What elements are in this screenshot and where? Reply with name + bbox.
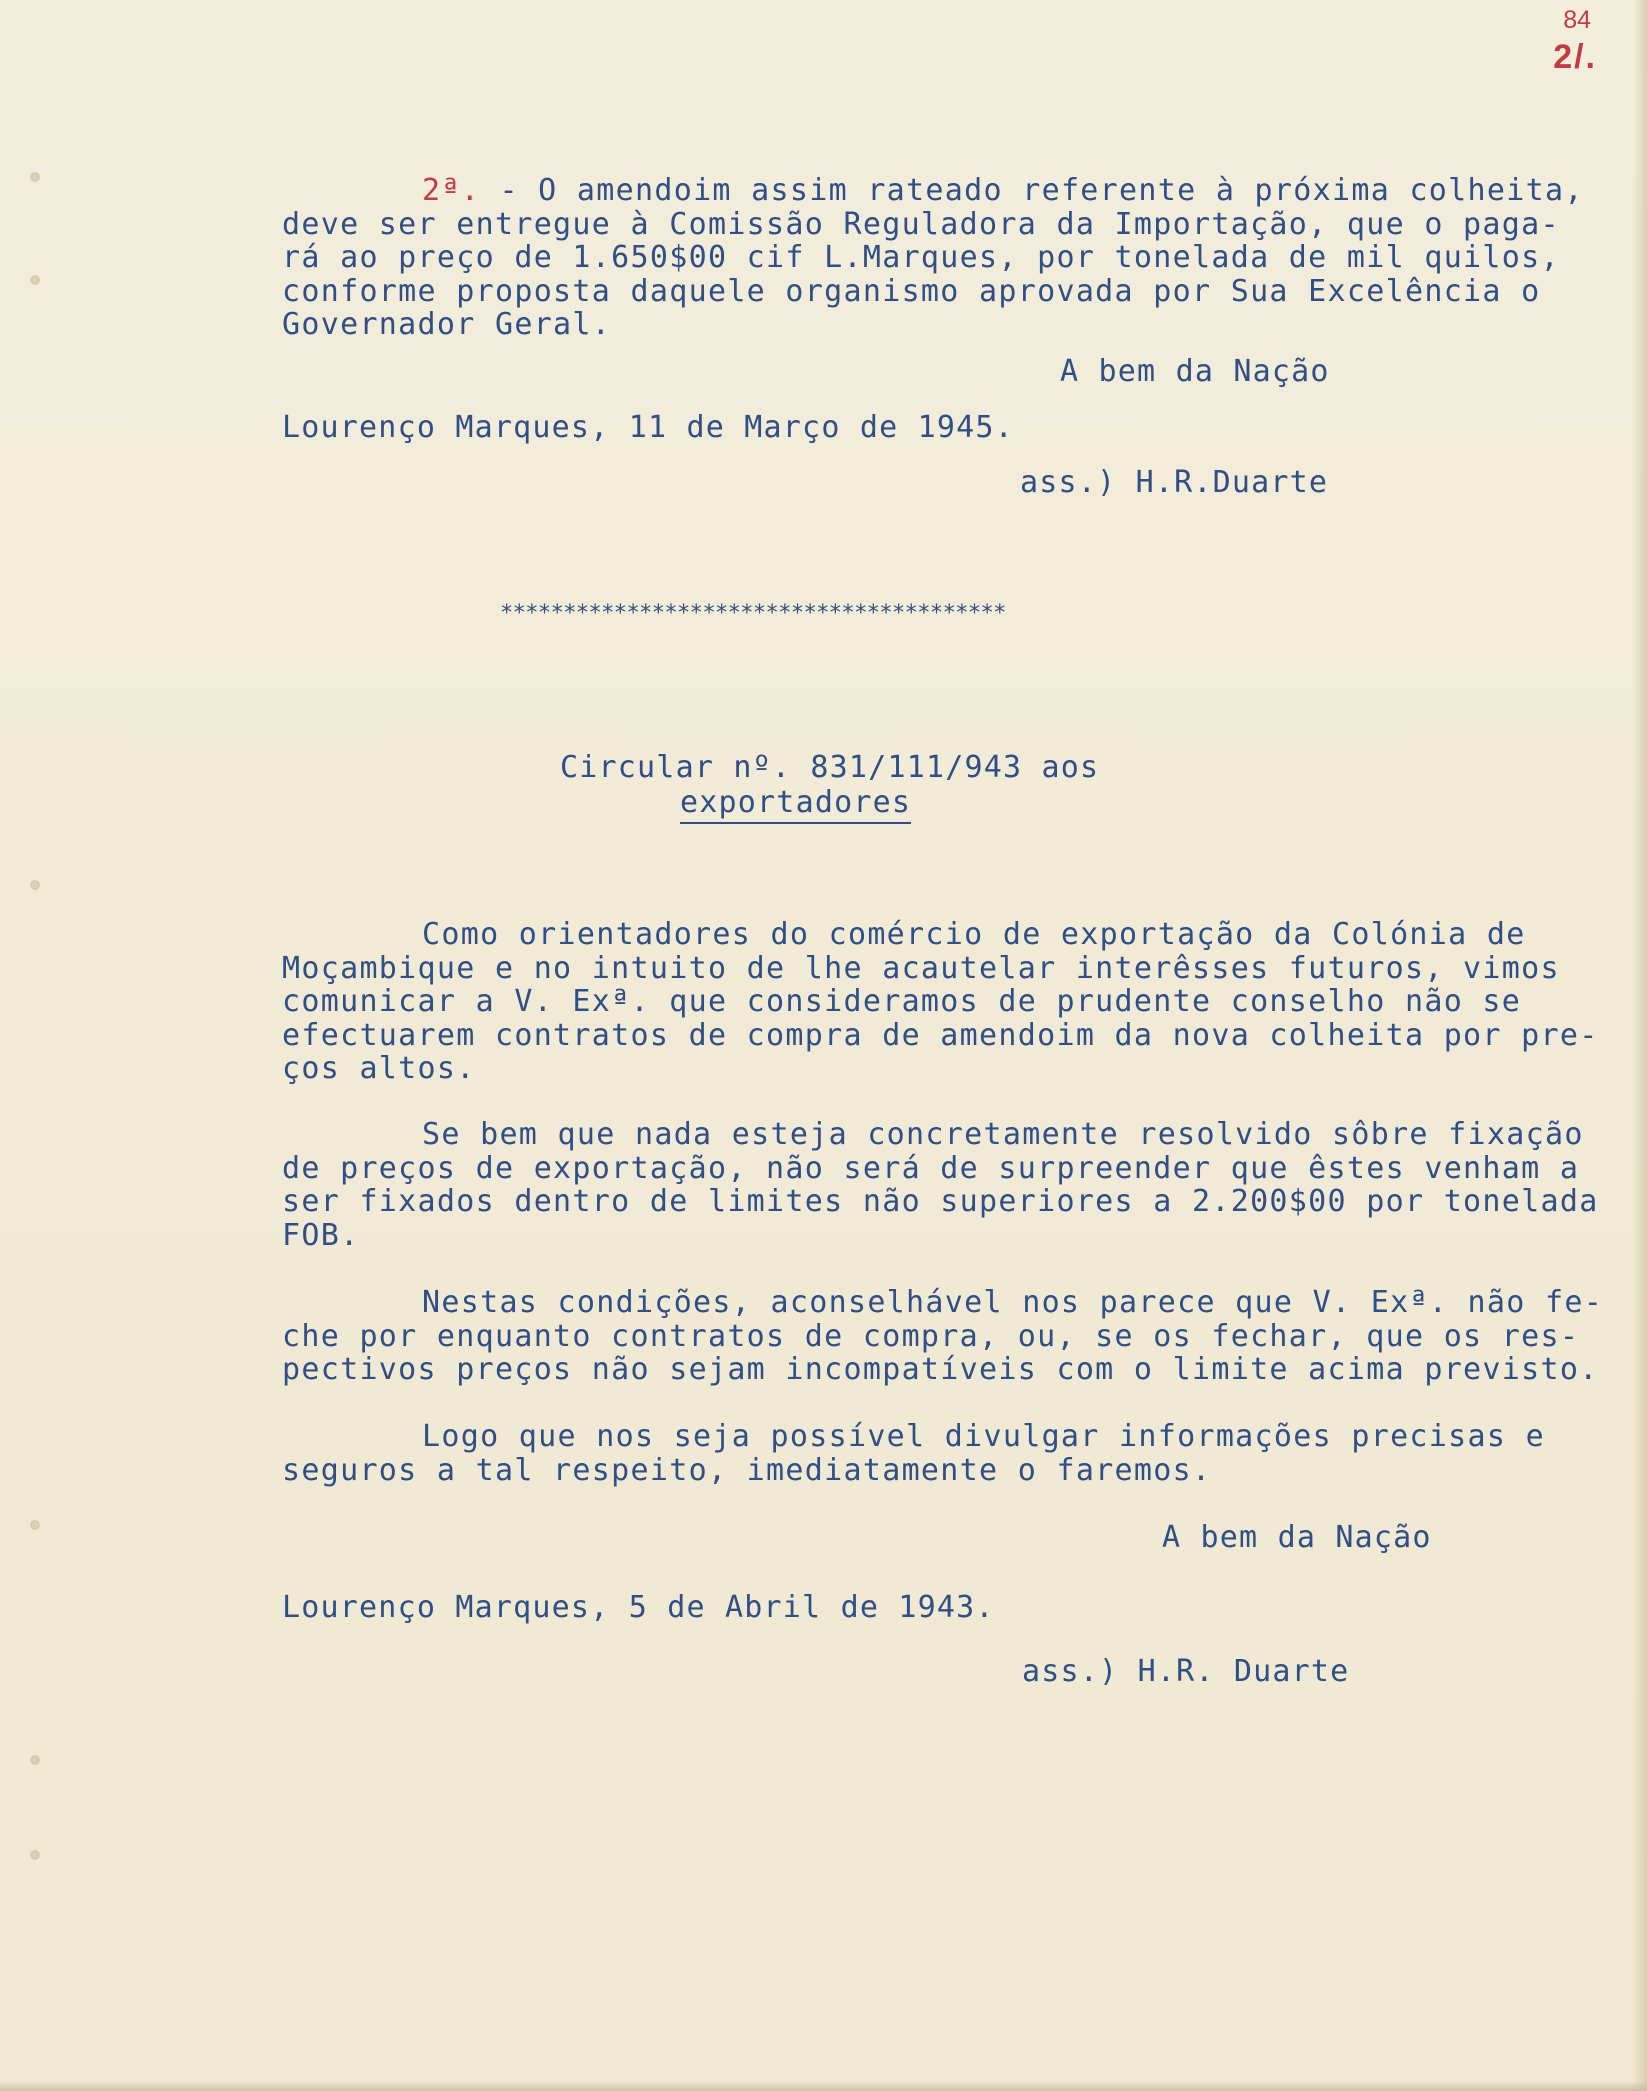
page-edge-shadow bbox=[1633, 0, 1647, 2091]
section2-closing: A bem da Nação bbox=[1162, 1520, 1432, 1555]
section1-line-2: deve ser entregue à Comissão Reguladora da Importação, que o paga- bbox=[282, 206, 1560, 242]
paragraph-3 bbox=[282, 1286, 1622, 1387]
paragraph-1 bbox=[282, 918, 1622, 1086]
binder-hole bbox=[30, 880, 40, 890]
section1-body bbox=[282, 174, 1622, 342]
item-number: 2ª. bbox=[422, 173, 481, 208]
paragraph-line: Moçambique e no intuito de lhe acautelar interêsses futuros, vimos bbox=[282, 950, 1560, 986]
section1-closing: A bem da Nação bbox=[1060, 354, 1330, 389]
binder-hole bbox=[30, 172, 40, 182]
binder-hole bbox=[30, 275, 40, 285]
paragraph-line: ços altos. bbox=[282, 1051, 476, 1086]
circular-subtitle: exportadores bbox=[680, 786, 911, 819]
paragraph-line: comunicar a V. Exª. que consideramos de prudente conselho não se bbox=[282, 984, 1522, 1019]
paragraph-line: FOB. bbox=[282, 1217, 360, 1253]
circular-title: Circular nº. 831/111/943 aos bbox=[560, 750, 1100, 785]
paragraph-line: de preços de exportação, não será de surpreender que êstes venham a bbox=[282, 1150, 1580, 1186]
sheet-number: 2/. bbox=[1553, 38, 1597, 76]
paragraph-line: che por enquanto contratos de compra, ou, se os fechar, que os res- bbox=[282, 1318, 1580, 1354]
paragraph-line: Nestas condições, aconselhável nos parece que V. Exª. não fe- bbox=[422, 1285, 1604, 1320]
section1-line-3: rá ao preço de 1.650$00 cif L.Marques, por tonelada de mil quilos, bbox=[282, 240, 1560, 275]
section1-line-1: 2ª. - O amendoim assim rateado referente à próxima colheita, bbox=[422, 173, 1584, 208]
folio-number: 84 bbox=[1563, 6, 1591, 34]
paragraph-line: efectuarem contratos de compra de amendoim da nova colheita por pre- bbox=[282, 1017, 1599, 1053]
binder-hole bbox=[30, 1520, 40, 1530]
section1-line-5: Governador Geral. bbox=[282, 307, 612, 342]
paragraph-line: Como orientadores do comércio de exportação da Colónia de bbox=[422, 917, 1526, 952]
paragraph-line: Se bem que nada esteja concretamente resolvido sôbre fixação bbox=[422, 1117, 1584, 1152]
separator-line: **************************************** bbox=[500, 601, 1006, 626]
section1-place-date: Lourenço Marques, 11 de Março de 1945. bbox=[282, 410, 1014, 445]
paragraph-line: ser fixados dentro de limites não superiores a 2.200$00 por tonelada bbox=[282, 1184, 1599, 1219]
section1-line-4: conforme proposta daquele organismo aprovada por Sua Excelência o bbox=[282, 273, 1541, 309]
binder-hole bbox=[30, 1755, 40, 1765]
paragraph-line: seguros a tal respeito, imediatamente o faremos. bbox=[282, 1452, 1212, 1488]
paragraph-4 bbox=[282, 1420, 1622, 1487]
section2-signature: ass.) H.R. Duarte bbox=[1022, 1654, 1350, 1689]
page-edge-shadow-bottom bbox=[0, 2081, 1647, 2091]
paragraph-2 bbox=[282, 1118, 1622, 1252]
binder-hole bbox=[30, 1850, 40, 1860]
paragraph-line: Logo que nos seja possível divulgar informações precisas e bbox=[422, 1419, 1545, 1454]
section1-signature: ass.) H.R.Duarte bbox=[1020, 465, 1329, 500]
paragraph-line: pectivos preços não sejam incompatíveis com o limite acima previsto. bbox=[282, 1352, 1599, 1387]
section2-place-date: Lourenço Marques, 5 de Abril de 1943. bbox=[282, 1590, 995, 1625]
